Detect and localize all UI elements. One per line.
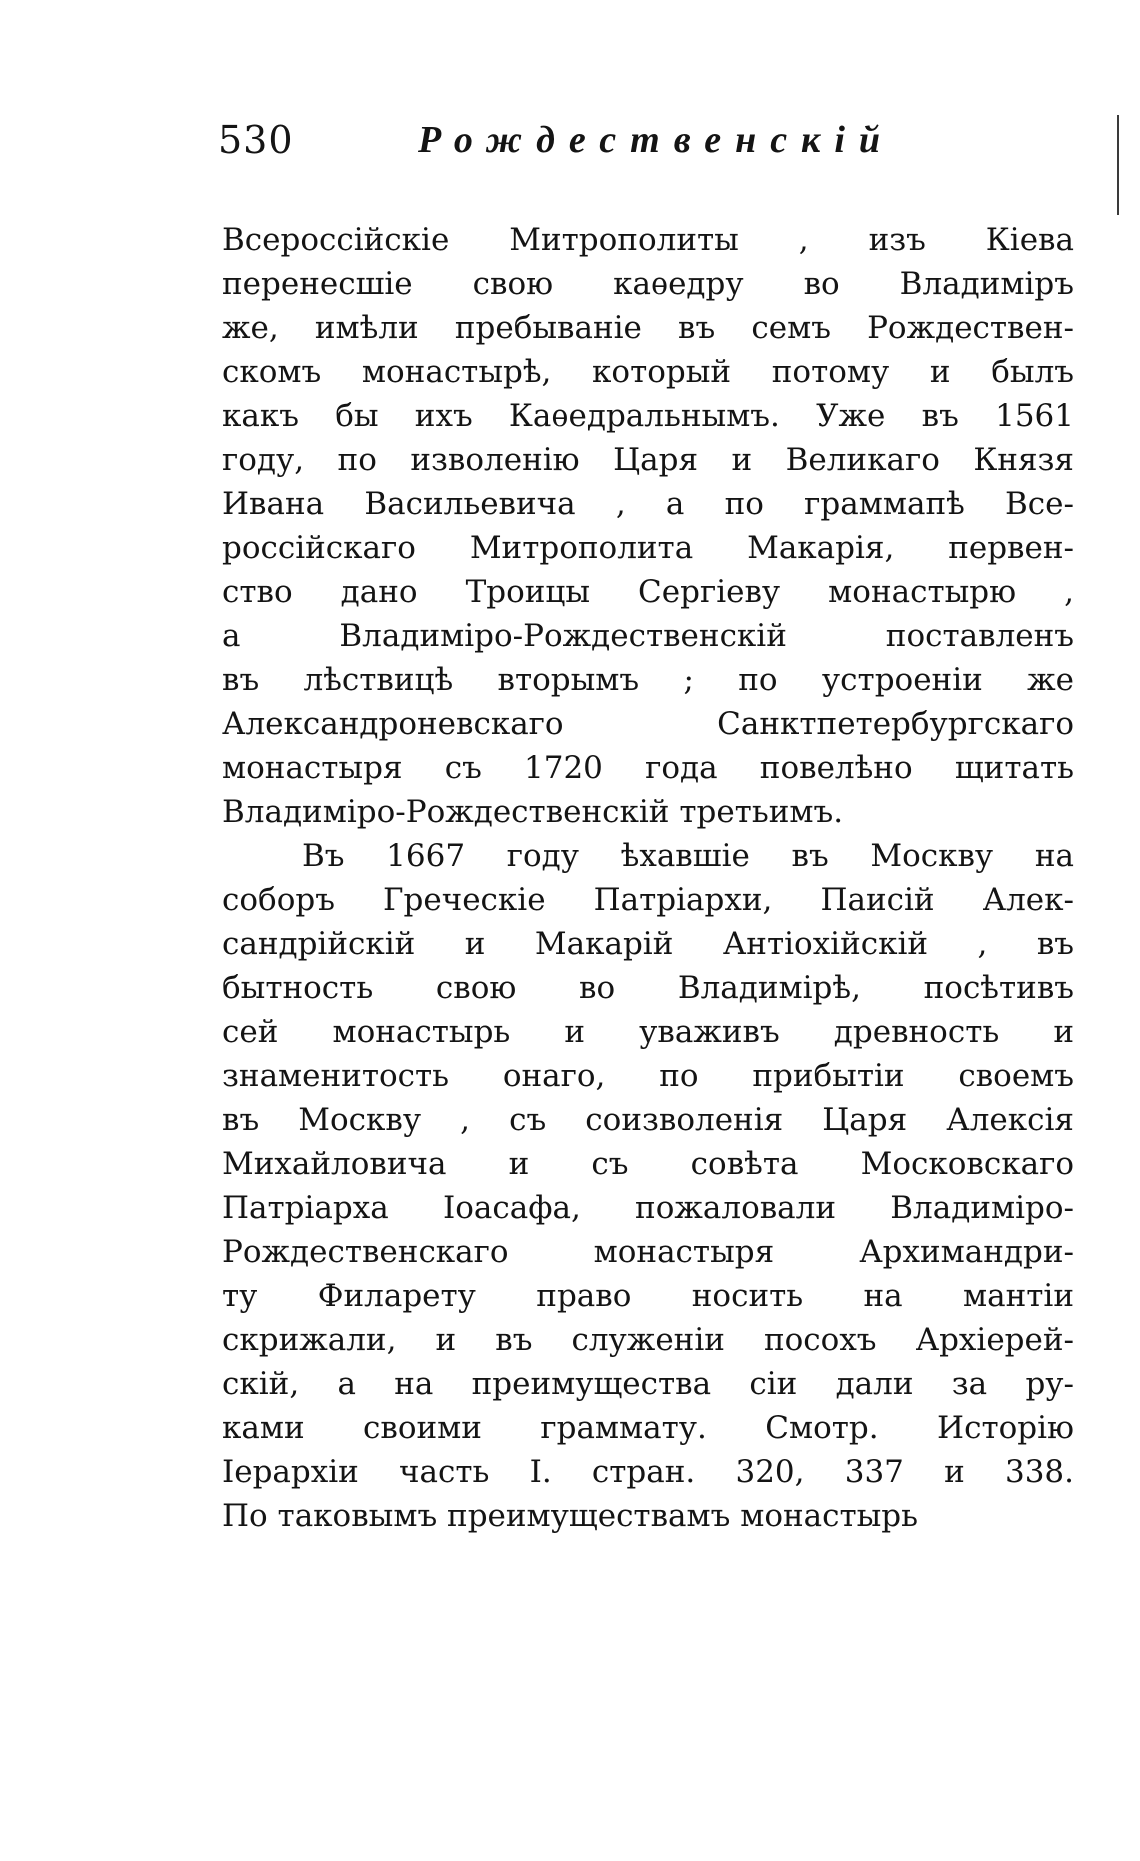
- text-line: знаменитость онаго, по прибытіи своемъ: [222, 1058, 1074, 1094]
- running-head: [218, 118, 1088, 174]
- text-line: а Владиміро-Рождественскій поставленъ: [222, 618, 1074, 654]
- text-line: Рождественскаго монастыря Архимандри-: [222, 1234, 1074, 1270]
- paragraph-1: [222, 218, 1074, 834]
- page-edge-mark: [1117, 115, 1119, 215]
- text-line: перенесшіе свою каѳедру во Владиміръ: [222, 266, 1074, 302]
- text-line: въ Москву , съ соизволенія Царя Алексія: [222, 1102, 1074, 1138]
- text-line: Іерархіи часть I. стран. 320, 337 и 338.: [222, 1454, 1074, 1490]
- text-line: россійскаго Митрополита Макарія, первен-: [222, 530, 1074, 566]
- text-line: какъ бы ихъ Каѳедральнымъ. Уже въ 1561: [222, 398, 1074, 434]
- text-line: сандрійскій и Макарій Антіохійскій , въ: [222, 926, 1074, 962]
- text-line: монастыря съ 1720 года повелѣно щитать: [222, 750, 1074, 786]
- text-line: скій, а на преимущества сіи дали за ру-: [222, 1366, 1074, 1402]
- text-line: Александроневскаго Санктпетербургскаго: [222, 706, 1074, 742]
- text-line: Патріарха Іоасафа, пожаловали Владиміро-: [222, 1190, 1074, 1226]
- text-line: въ лѣствицѣ вторымъ ; по устроеніи же: [222, 662, 1074, 698]
- body-text: [222, 218, 1074, 1538]
- text-line: Ивана Васильевича , а по граммапѣ Все-: [222, 486, 1074, 522]
- text-line: По таковымъ преимуществамъ монастырь: [222, 1498, 919, 1534]
- text-line: Михайловича и съ совѣта Московскаго: [222, 1146, 1074, 1182]
- paragraph-2: [222, 834, 1074, 1538]
- text-line: скомъ монастырѣ, который потому и былъ: [222, 354, 1074, 390]
- text-line: сей монастырь и уваживъ древность и: [222, 1014, 1074, 1050]
- text-line: ками своими граммату. Смотр. Исторію: [222, 1410, 1074, 1446]
- text-line: ство дано Троицы Сергіеву монастырю ,: [222, 574, 1074, 610]
- text-line: же, имѣли пребываніе въ семъ Рождествен-: [222, 310, 1074, 346]
- text-line: ту Филарету право носить на мантіи: [222, 1278, 1074, 1314]
- text-line: Въ 1667 году ѣхавшіе въ Москву на: [302, 838, 1074, 874]
- text-line: бытность свою во Владимірѣ, посѣтивъ: [222, 970, 1074, 1006]
- text-line: году, по изволенію Царя и Великаго Князя: [222, 442, 1074, 478]
- text-line: Всероссійскіе Митрополиты , изъ Кіева: [222, 222, 1074, 258]
- running-title: Рождественскій: [418, 119, 895, 161]
- text-line: соборъ Греческіе Патріархи, Паисій Алек-: [222, 882, 1074, 918]
- text-line: скрижали, и въ служеніи посохъ Архіерей-: [222, 1322, 1074, 1358]
- page-number: 530: [218, 118, 294, 162]
- text-line: Владиміро-Рождественскій третьимъ.: [222, 794, 844, 830]
